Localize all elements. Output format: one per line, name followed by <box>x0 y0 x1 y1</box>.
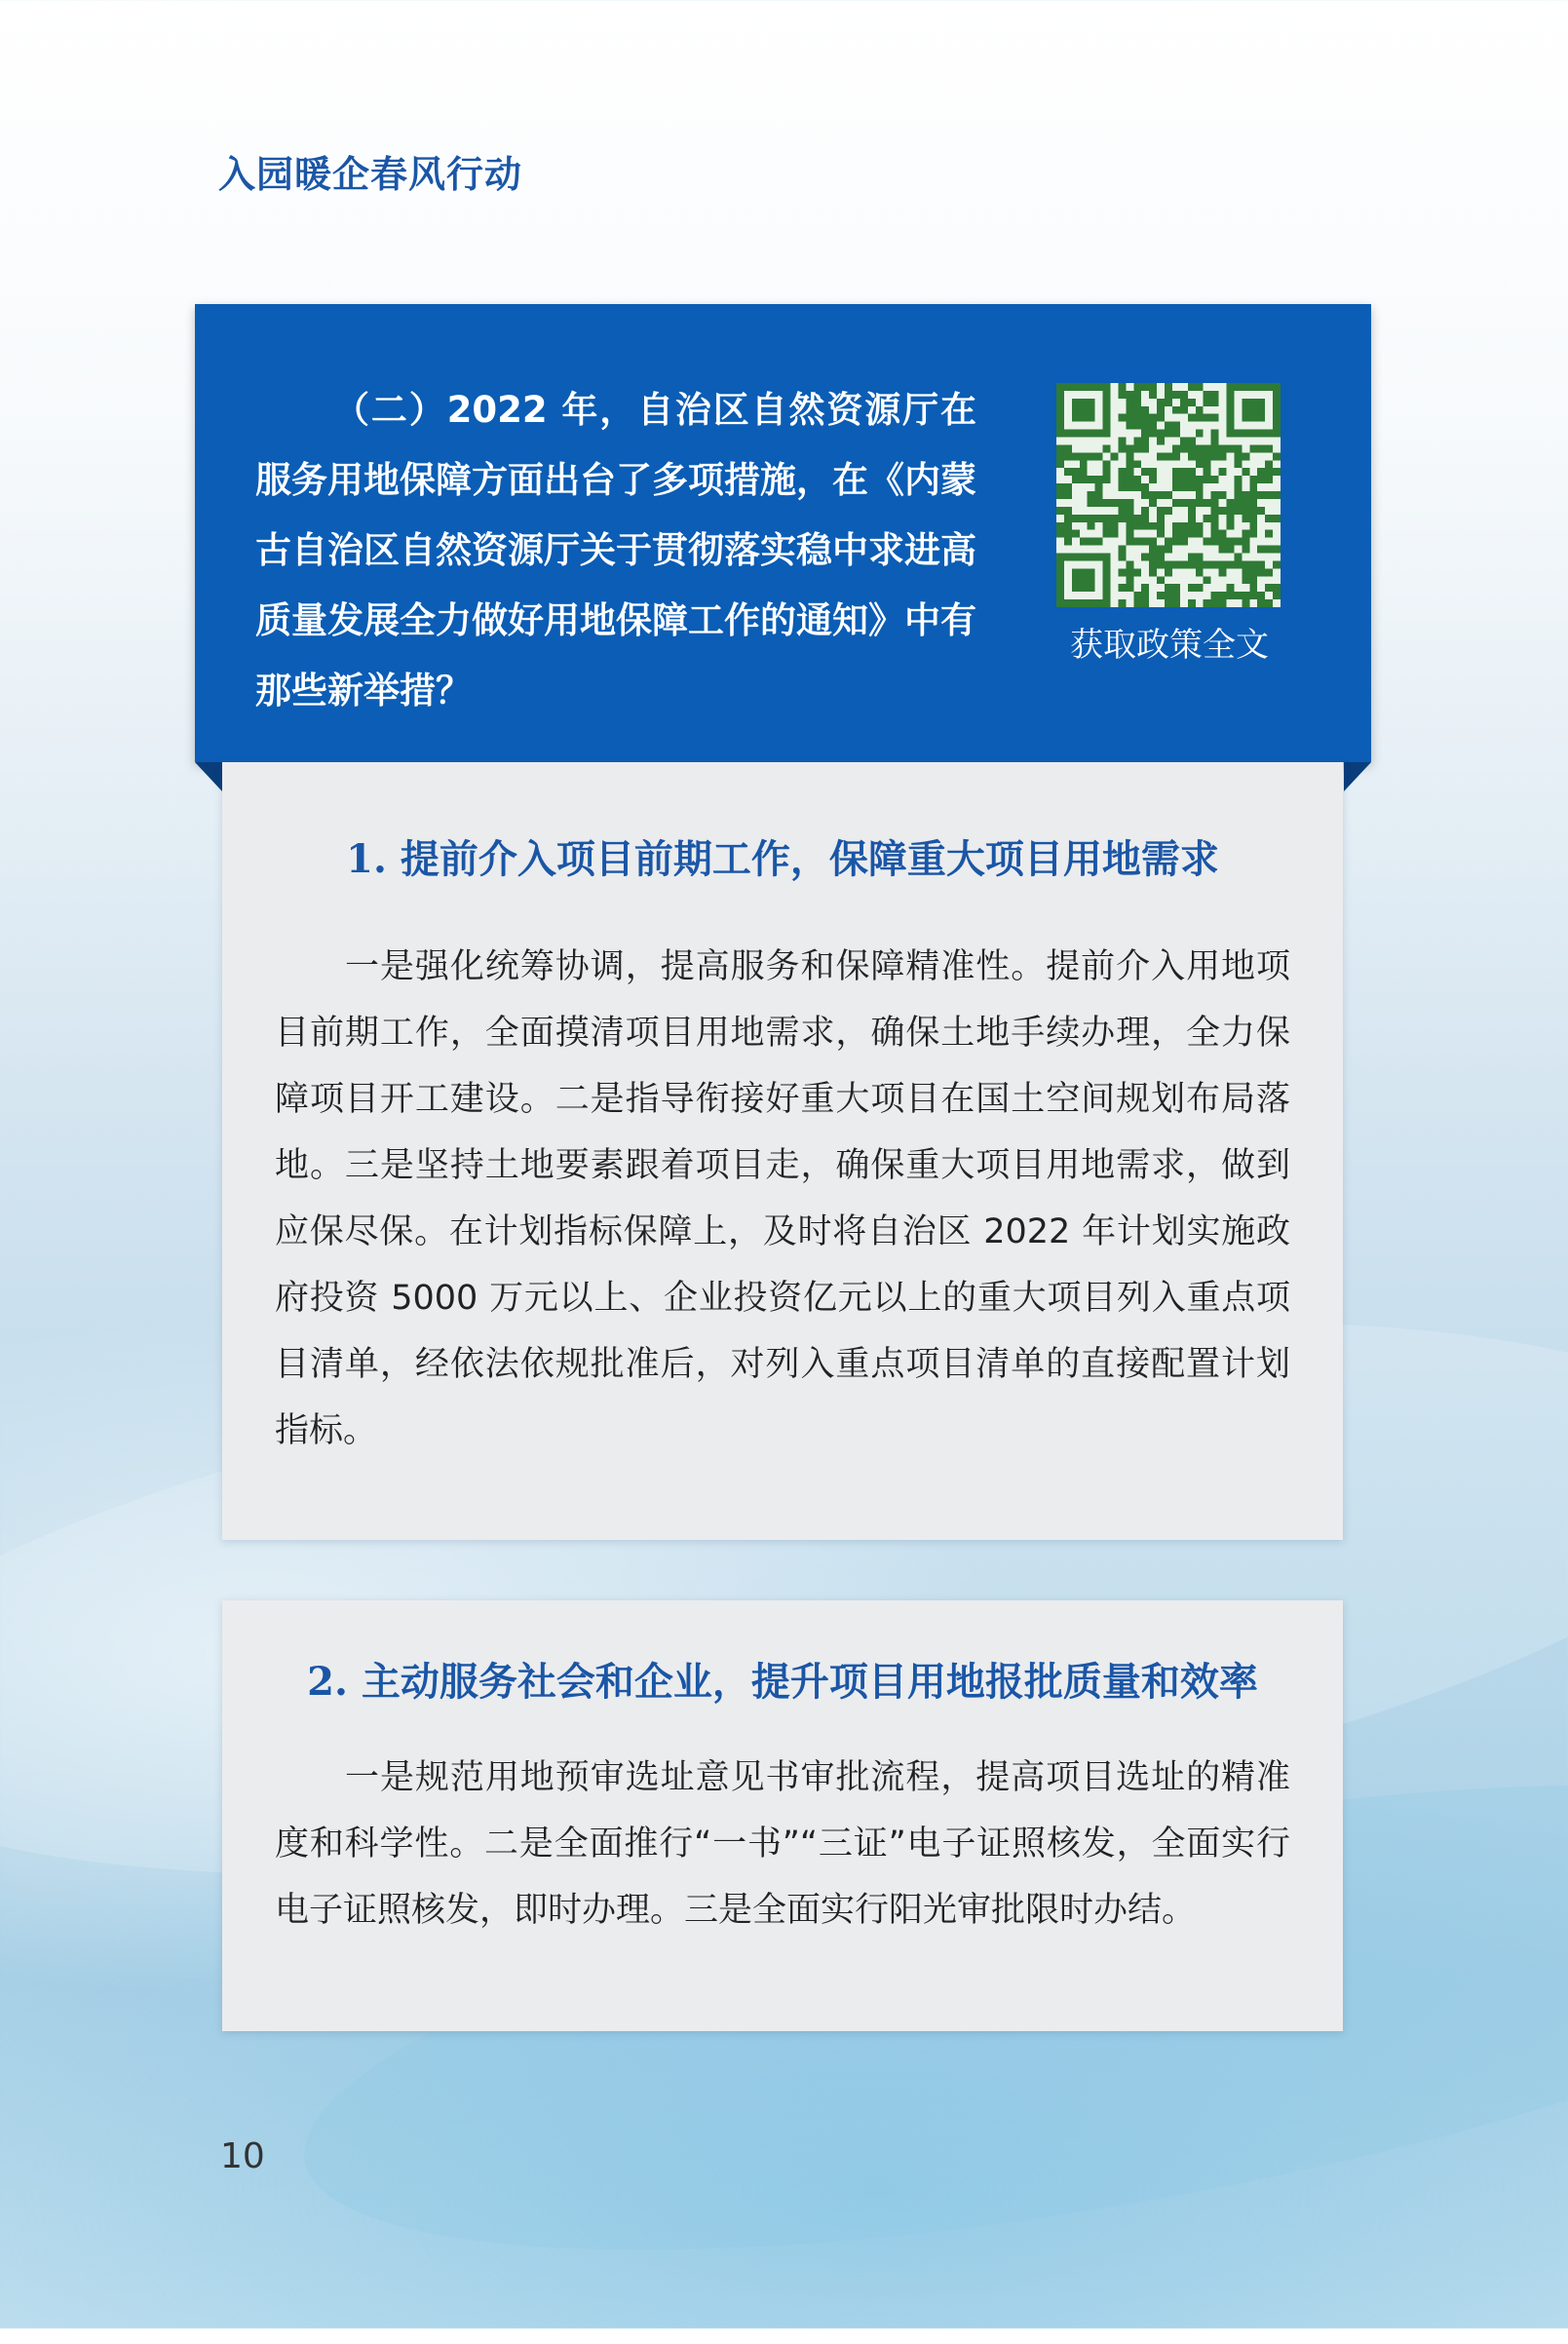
section-heading-2: 2. 主动服务社会和企业，提升项目用地报批质量和效率 <box>307 1659 1258 1705</box>
page-number: 10 <box>220 2136 265 2176</box>
ribbon-fold-left <box>195 762 222 791</box>
page-header-title: 入园暖企春风行动 <box>218 152 523 196</box>
qr-caption: 获取政策全文 <box>1070 626 1269 665</box>
section-card-2 <box>222 1600 1343 2031</box>
section-heading-1: 1. 提前介入项目前期工作，保障重大项目用地需求 <box>346 836 1219 882</box>
section-body-2: 一是规范用地预审选址意见书审批流程，提高项目选址的精准度和科学性。二是全面推行“一书”“三证”电子证照核发，全面实行电子证照核发，即时办理。三是全面实行阳光审批限时办结。 <box>275 1758 1290 1930</box>
question-text: （二）2022 年，自治区自然资源厅在服务用地保障方面出台了多项措施，在《内蒙古自治区自然资源厅关于贯彻落实稳中求进高质量发展全力做好用地保障工作的通知》中有那些新举措？ <box>255 389 976 711</box>
qr-code-icon[interactable] <box>1056 383 1281 607</box>
ribbon-fold-right <box>1344 762 1371 791</box>
section-card-1 <box>222 762 1343 1540</box>
section-body-1: 一是强化统筹协调，提高服务和保障精准性。提前介入用地项目前期工作，全面摸清项目用地需求，确保土地手续办理，全力保障项目开工建设。二是指导衔接好重大项目在国土空间规划布局落地。三是坚持土地要素跟着项目走，确保重大项目用地需求，做到应保尽保。在计划指标保障上，及时将自治区 2022 年计划实施政府投资 5000 万元以上、企业投资亿元以上的重大项目列入重点项目清单，经依法依规批准后，对列入重点项目清单的直接配置计划指标。 <box>275 947 1290 1450</box>
